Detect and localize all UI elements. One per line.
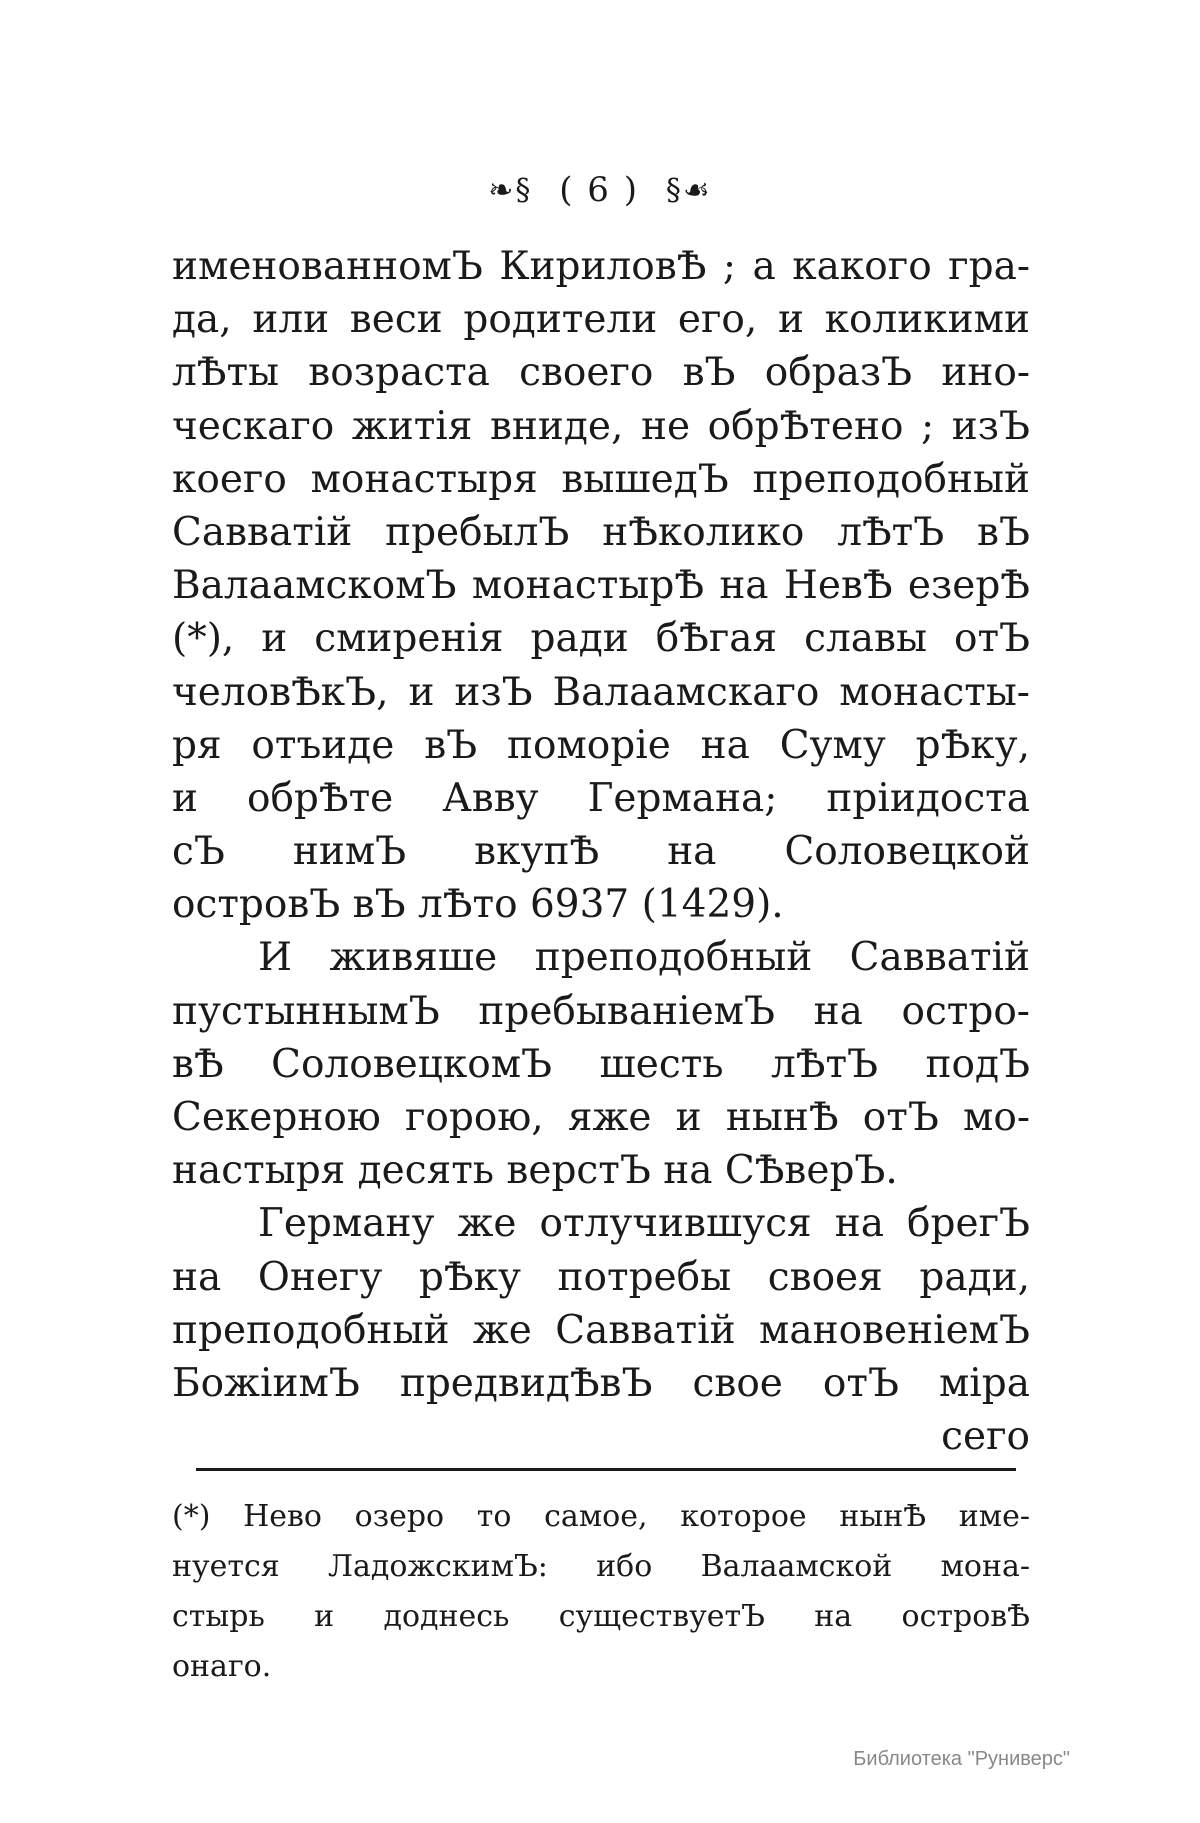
- text-line: настыря десять верстЪ на СѢверЪ.: [172, 1148, 898, 1194]
- text-line: и обрѢте Авву Германа; пріидоста: [172, 775, 1030, 821]
- text-line: Секерною горою, яже и нынѢ отЪ мо-: [172, 1095, 1030, 1140]
- text-line: Савватій пребылЪ нѢколико лѢтЪ вЪ: [172, 509, 1030, 555]
- page-number: ( 6 ): [559, 170, 639, 210]
- text-line: Герману же отлучившуся на брегЪ: [258, 1201, 1030, 1247]
- text-line: именованномЪ КириловѢ ; а какого гра-: [172, 244, 1030, 289]
- text-line: ря отъиде вЪ поморіе на Суму рѢку,: [172, 722, 1030, 768]
- text-line: коего монастыря вышедЪ преподобный: [172, 456, 1030, 502]
- text-line: лѢты возраста своего вЪ образЪ ино-: [172, 350, 1030, 396]
- footnote-line: стырь и доднесь существуетЪ на островѢ: [172, 1599, 1030, 1634]
- footnote-line: нуется ЛадожскимЪ: ибо Валаамской мона-: [172, 1549, 1030, 1584]
- body-text: [172, 240, 1030, 1463]
- text-line: пустыннымЪ пребываніемЪ на остро-: [172, 988, 1030, 1034]
- text-line: вѢ СоловецкомЪ шесть лѢтЪ подЪ: [172, 1041, 1030, 1087]
- text-line: сЪ нимЪ вкупѢ на Соловецкой: [172, 829, 1030, 875]
- text-line: островЪ вЪ лѢто 6937 (1429).: [172, 882, 784, 928]
- text-line: БожіимЪ предвидѢвЪ свое отЪ міра: [172, 1360, 1030, 1406]
- footnote-line: (*) Нево озеро то самое, которое нынѢ име-: [172, 1499, 1030, 1534]
- text-line: преподобный же Савватій мановеніемЪ: [172, 1307, 1030, 1353]
- text-line: ческаго житія вниде, не обрѢтено ; изЪ: [172, 403, 1030, 449]
- text-line: человѢкЪ, и изЪ Валаамскаго монасты-: [172, 669, 1030, 715]
- text-line: на Онегу рѢку потребы своея ради,: [172, 1254, 1030, 1300]
- footnote-line: онаго.: [172, 1649, 272, 1684]
- footnote-divider: [196, 1468, 1016, 1471]
- text-line: ВалаамскомЪ монастырѢ на НевѢ езерѢ: [172, 563, 1030, 609]
- text-line: И живяше преподобный Савватій: [258, 935, 1030, 981]
- ornament-right-icon: §☙: [665, 172, 712, 208]
- text-line: да, или веси родители его, и коликими: [172, 297, 1030, 343]
- text-line: (*), и смиренія ради бѢгая славы отЪ: [172, 616, 1030, 662]
- library-watermark: Библиотека "Руниверс": [853, 1748, 1070, 1770]
- ornament-left-icon: ❧§: [488, 172, 533, 208]
- catchword: сего: [941, 1414, 1030, 1460]
- running-head: [0, 168, 1200, 210]
- footnote: [172, 1492, 1030, 1692]
